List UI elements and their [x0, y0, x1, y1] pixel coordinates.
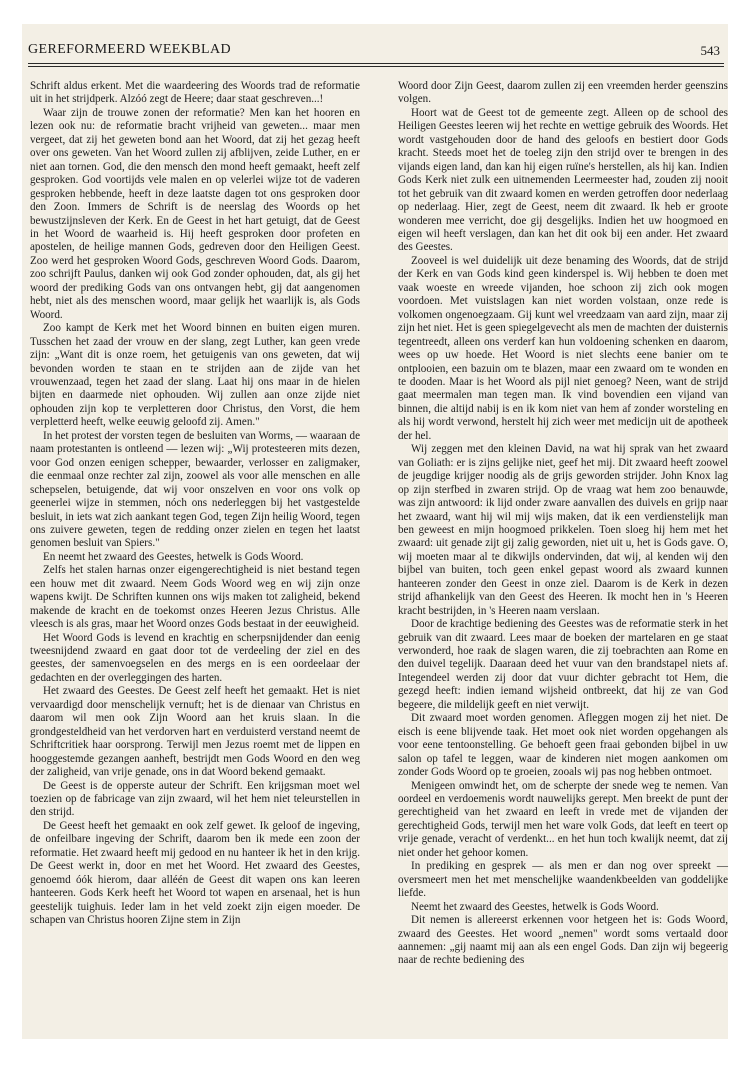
page-header — [28, 42, 724, 60]
page-number: 543 — [700, 43, 720, 58]
left-column — [30, 80, 360, 928]
paragraph: En neemt het zwaard des Geestes, hetwelk is Gods Woord. — [43, 550, 304, 563]
paragraph: In prediking en gesprek — als men er dan nog over spreekt — oversmeert men het met menschelijke waandenkbeelden van goddelijke liefde. — [398, 860, 728, 900]
paragraph: De Geest is de opperste auteur der Schrift. Een krijgsman moet wel toezien op de fabricage van zijn zwaard, wil het hem niet teleurstellen in den strijd. — [30, 779, 360, 819]
paragraph: Wij zeggen met den kleinen David, na wat hij sprak van het zwaard van Goliath: er is zijns gelijke niet, geef het mij. Dit zwaard heeft zoowel de jeugdige krijger noodig als de grijs geworden strijder. John Knox lag op zijn sterfbed in zwaren strijd. Op de vraag wat hem zoo benauwde, was zijn antwoord: ik lijd onder zware aanvallen des duivels en grijp naar het zwaard, want hij wil mij wijs maken, dat ik een verdienstelijk man ben geweest en mijn hoogmoed prikkelen. Toen sloeg hij hem met het zwaard: uit genade zijt gij zalig geworden, niet uit u, het is Gods gave. O, wij moeten maar al te dikwijls ondervinden, dat wij, al kenden wij den bijbel van buiten, toch geen enkel gepast woord als zwaard kunnen hanteeren zonder den Geest in onze ziel. Daarom is de Kerk in dezen strijd afhankelijk van den Geest des Heeren. Ik mocht hen in 's Heeren kracht bestrijden, in 's Heeren naam verslaan. — [398, 443, 728, 617]
newspaper-page — [22, 24, 728, 1039]
paragraph: De Geest heeft het gemaakt en ook zelf gewet. Ik geloof de ingeving, de onfeilbare ingeving der Schrift, daarom ben ik mede een zoon der reformatie. Het zwaard heeft mij gedood en nu hanteer ik het in den krijg. De Geest werkt in, door en met het Woord. Het zwaard des Geestes, genoemd óók hierom, daar alléén de Geest dit wapen ons kan leeren hanteeren. Gods Kerk heeft het Woord tot wapen en arsenaal, het is hun geestelijk tuighuis. Ieder lam in het veld zoekt zijn eigen moeder. De schapen van Christus hooren Zijne stem in Zijn — [30, 819, 360, 927]
paragraph: Dit zwaard moet worden genomen. Afleggen mogen zij het niet. De eisch is eene blijvende taak. Het moet ook niet worden opgehangen als voor eene tentoonstelling. Ge behoeft geen fraai gebonden bijbel in uw salon op tafel te leggen, waar de kinderen niet mogen aankomen om zonder Gods Woord op te groeien, zooals wij pas nog hebben ontmoet. — [398, 712, 728, 779]
paragraph: In het protest der vorsten tegen de besluiten van Worms, — waaraan de naam protestanten is ontleend — lezen wij: „Wij protesteeren mits dezen, voor God onzen eenigen schepper, bewaarder, verlosser en zaligmaker, die eenmaal onze rechter zal zijn, zoowel als voor alle menschen en alle schepselen, betuigende, dat wij voor onszelven en voor ons volk op geenerlei wijze in stemmen, nóch ons nederleggen bij het vastgestelde besluit, in iets wat zich aankant tegen God, tegen Zijn heilig Woord, tegen ons zuivere geweten, tegen de redding onzer zielen en tegen het laatst genomen besluit van Spiers." — [30, 429, 360, 550]
paragraph: Neemt het zwaard des Geestes, hetwelk is Gods Woord. — [411, 900, 659, 913]
paragraph: Het zwaard des Geestes. De Geest zelf heeft het gemaakt. Het is niet vervaardigd door menschelijk vernuft; het is de dienaar van Christus en daarom wil men ook Zijn Woord aan het kruis slaan. In die grondgesteldheid van het verdorven hart en verduisterd verstand neemt de Schriftcritiek haar oorsprong. Terwijl men Jezus roemt met de lippen en hooggestemde gezangen aanheft, bestrijdt men Gods Woord en den weg der zaligheid, van vrije genade, ons in dat Woord bekend gemaakt. — [30, 685, 360, 779]
right-column — [398, 80, 728, 968]
paragraph: Woord door Zijn Geest, daarom zullen zij een vreemden herder geenszins volgen. — [398, 80, 728, 106]
header-rule-top — [28, 63, 724, 64]
paragraph: Zoo kampt de Kerk met het Woord binnen en buiten eigen muren. Tusschen het zaad der vrouw en der slang, zegt Luther, kan geen vrede zijn: „Want dit is onze roem, het getuigenis van ons geweten, dat wij bevonden worden te staan en te strijden aan de zijde van het vrouwenzaad, tegen het zaad der slang. Laat hij ons maar in de hielen bijten en daarmede niet ophouden. Wij zullen aan onze zijde niet ophouden zijn kop te verpletteren door Christus, den Vorst, die hem verpletterd heeft, welke eeuwig geloofd zij. Amen." — [30, 322, 360, 429]
paragraph: Zooveel is wel duidelijk uit deze benaming des Woords, dat de strijd der Kerk en van Gods kind geen kinderspel is. Wij hebben te doen met vaak woeste en wreede vijanden, hoe schoon zij zich ook mogen voordoen. Met vuistslagen kan niet worden volstaan, onze rede is volkomen ongenoegzaam. Gij kunt wel vreedzaam van aard zijn, maar zij zijn het niet. Het is geen spiegelgevecht als men de machten der duisternis tegentreedt, alleen ons verderf kan hun voldoening schenken en daarom, wees op uw hoede. Het Woord is niet slechts eene banier om te ontplooien, een bazuin om te blazen, maar een zwaard om te wonden en te dooden. Maar is het Woord als pijl niet genoeg? Neen, want de strijd gaat meermalen man tegen man. Ik vind bovendien een vijand van binnen, die altijd nabij is en ik kom niet van hem af zonder worsteling en als hij wordt verwond, herstelt hij zich weer met medicijn uit de apotheek der hel. — [398, 254, 728, 442]
paragraph: Door de krachtige bediening des Geestes was de reformatie sterk in het gebruik van dit zwaard. Lees maar de boeken der martelaren en ge staat verwonderd, hoe raak de slagen waren, die zij toebrachten aan Rome en den duivel tegelijk. Daaraan deed het vuur van den brandstapel niets af. Integendeel werden zij door dat vuur dichter gebracht tot Hem, die gezegd heeft: indien iemand wijsheid ontbreekt, dat hij ze van God begeere, die mildelijk geeft en niet verwijt. — [398, 618, 728, 711]
paragraph: Dit nemen is allereerst erkennen voor hetgeen het is: Gods Woord, zwaard des Geestes. Het woord „nemen" wordt soms vertaald door aannemen: „gij naamt mij aan als een engel Gods. Dan zijn wij begeerig naar de rechte bediening des — [398, 914, 728, 967]
paragraph: Schrift aldus erkent. Met die waardeering des Woords trad de reformatie uit in het strijdperk. Alzóó zegt de Heere; daar staat geschreven...! — [30, 80, 360, 106]
paragraph: Waar zijn de trouwe zonen der reformatie? Men kan het hooren en lezen ook nu: de reformatie bracht vrijheid van geweten... maar men vergeet, dat zij het geweten bond aan het Woord, dat zij het gezag heeft over ons geweten. Van het Woord zullen zij afblijven, zeide Luther, en er niet aan tornen. God, die den mensch den mond heeft gemaakt, heeft zelf gesproken. God voortijds vele malen en op velerlei wijze tot de vaderen gesproken hebbende, heeft in deze laatste dagen tot ons gesproken door den Zoon. Immers de Schrift is de neerslag des Woords op het bewustzijnsleven der Kerk. En de Geest in het hart getuigt, dat de Geest in het Woord de waarheid is. Hij heeft gesproken door profeten en apostelen, de heilige mannen Gods, gedreven door den Heiligen Geest. Zoo werd het gesproken Woord Gods, geschreven Woord Gods. Daarom, zoo schrijft Paulus, danken wij ook God zonder ophouden, dat, als gij het woord der prediking Gods van ons ontvangen hebt, gij dat aangenomen hebt, niet als des menschen woord, maar gelijk het waarlijk is, als Gods Woord. — [30, 106, 360, 321]
publication-title: GEREFORMEERD WEEKBLAD — [28, 42, 231, 57]
paragraph: Zelfs het stalen harnas onzer eigengerechtigheid is niet bestand tegen een houw met dit zwaard. Neem Gods Woord weg en wij zijn onze wapens kwijt. De Schriften kunnen ons wijs maken tot zaligheid, bekend makende de kracht en de toekomst onzes Heeren Jezus Christus. Alle vleesch is als gras, maar het Woord onzes Gods bestaat in der eeuwigheid. — [30, 564, 360, 631]
paragraph: Het Woord Gods is levend en krachtig en scherpsnijdender dan eenig tweesnijdend zwaard en gaat door tot de verdeeling der ziel en des geestes, der samenvoegselen en des mergs en is een oordeelaar der gedachten en der overleggingen des harten. — [30, 631, 360, 684]
paragraph: Hoort wat de Geest tot de gemeente zegt. Alleen op de school des Heiligen Geestes leeren wij het rechte en wettige gebruik des Woords. Het wordt vastgehouden door de hand des geloofs en bestiert door Gods kracht. Steeds moet het de toeleg zijn den strijd over te brengen in des vijands eigen land, dan kan hij eigen ruïne's herstellen, als hij kan. Indien Gods Kerk niet zulk een uitnemenden Leermeester had, zouden zij nooit tot het gebruik van dit zwaard komen en werden getroffen door nederlaag op nederlaag. Hier, zegt de Geest, neem dit zwaard. Ik heb er groote wonderen mee verricht, doe gij desgelijks. Indien het uw hoogmoed en eigen wil heeft verslagen, dan kan het dit ook bij een ander. Het zwaard des Geestes. — [398, 106, 728, 254]
header-rule-bottom — [28, 66, 724, 67]
paragraph: Menigeen omwindt het, om de scherpte der snede weg te nemen. Van oordeel en verdoemenis wordt nauwelijks gerept. Men breekt de punt der gerechtigheid van het zwaard en leeft in vrede met de vijanden der gerechtigheid Gods, terwijl men het ware volk Gods, dat leeft en teert op vrije genade, veracht of verdenkt... en het hun toch kwalijk neemt, dat zij niet onder het gehoor komen. — [398, 779, 728, 859]
